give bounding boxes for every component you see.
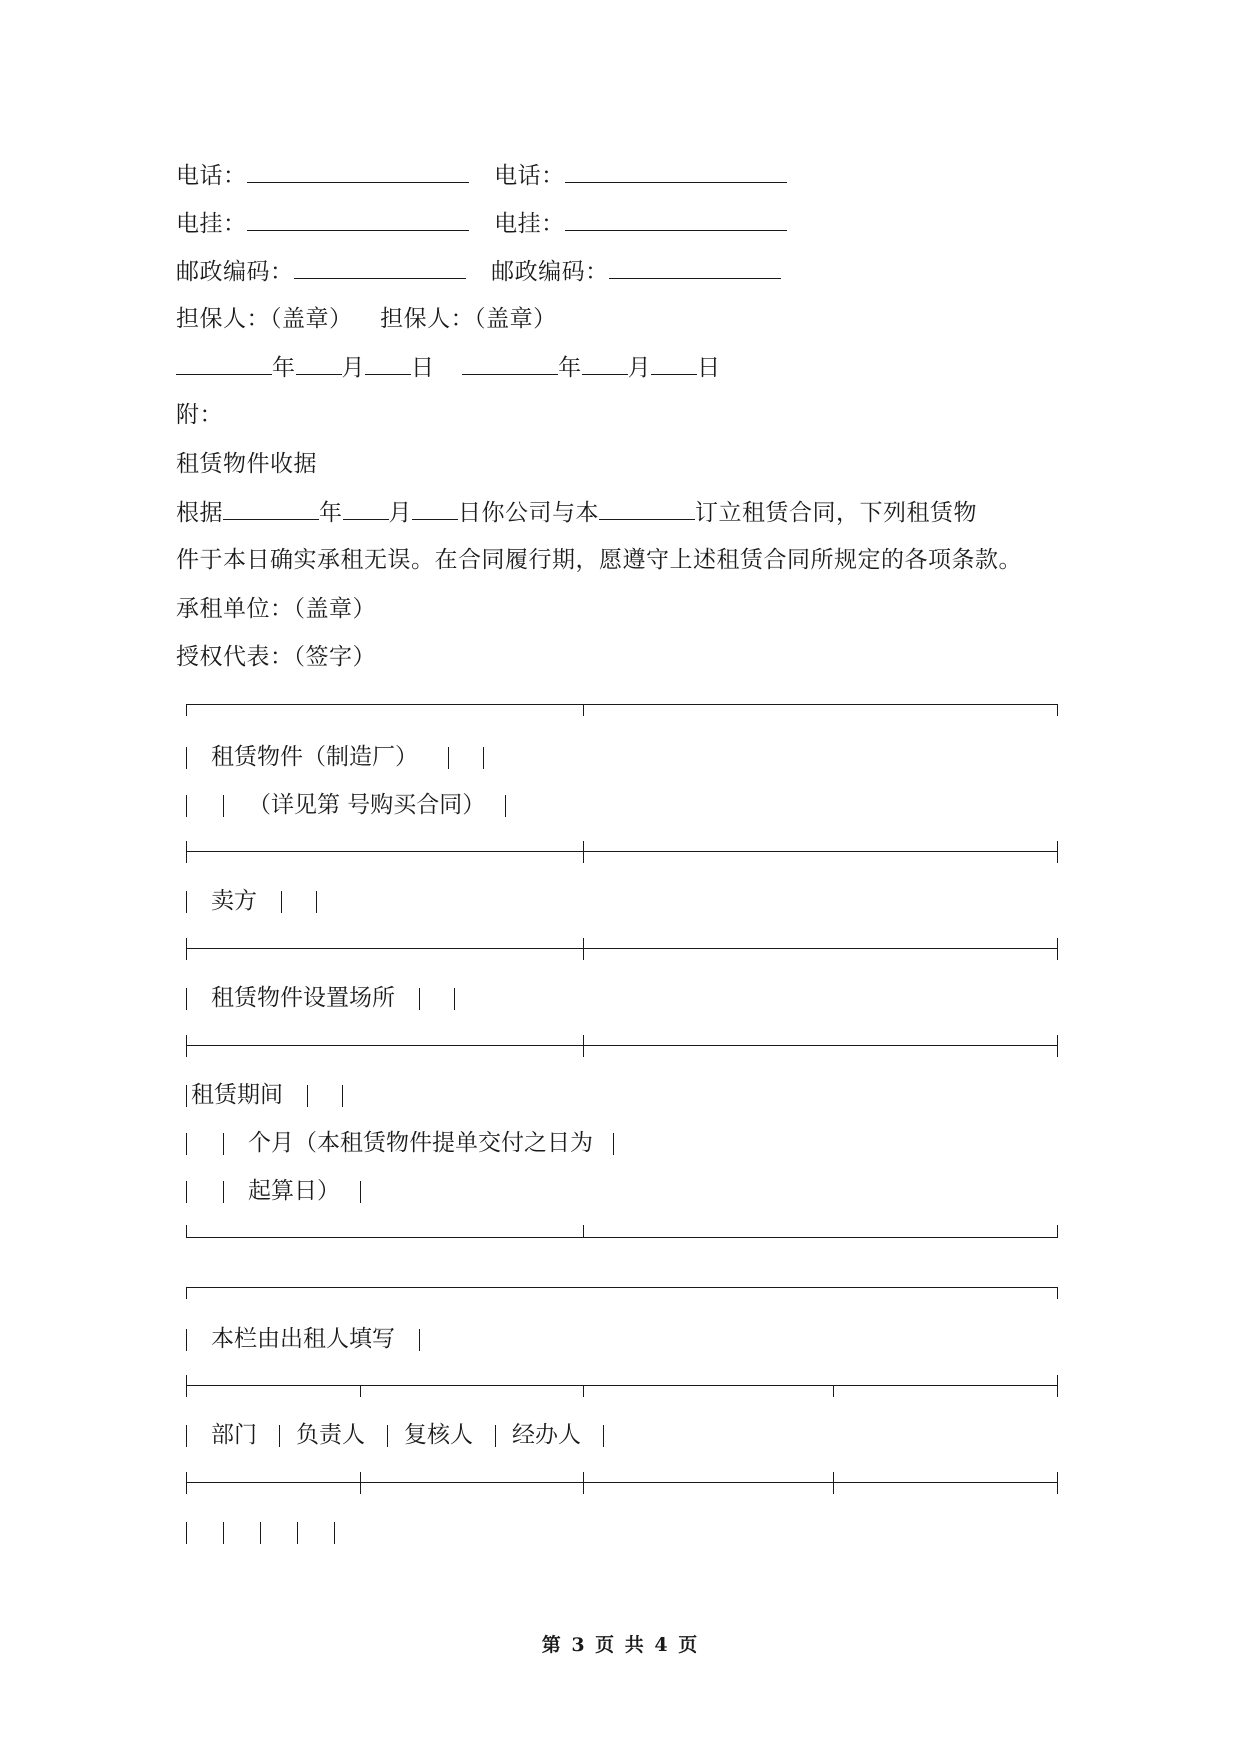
col-reviewer: 复核人 (404, 1422, 473, 1448)
table-border-top (186, 1287, 1058, 1288)
phone-field-right[interactable] (565, 160, 787, 183)
page-footer: 第 3 页 共 4 页 (541, 1634, 700, 1656)
table-divider (186, 1385, 1058, 1386)
table-row (186, 1176, 371, 1206)
row-lease-period-label: 租赁期间 (191, 1082, 283, 1108)
row-start-date: 起算日） (248, 1178, 340, 1204)
para-year-field[interactable] (223, 497, 319, 520)
table-row (186, 1080, 353, 1110)
phone-label-right: 电话： (494, 163, 565, 189)
col-handler: 经办人 (512, 1422, 581, 1448)
para-tail: 订立租赁合同，下列租赁物 (695, 500, 977, 526)
phone-label-left: 电话： (176, 163, 247, 189)
table-divider (186, 948, 1058, 949)
date-month-field-right[interactable] (582, 352, 628, 375)
table-corner (583, 704, 584, 716)
table-divider (186, 851, 1058, 852)
col-department: 部门 (211, 1422, 257, 1448)
phone-row (176, 160, 787, 191)
date-year-field-left[interactable] (176, 352, 272, 375)
lessee-unit: 承租单位：（盖章） (176, 596, 376, 622)
signature-cell[interactable] (334, 1522, 335, 1544)
row-manufacturer-label: 租赁物件（制造厂） (211, 744, 418, 770)
table-row (186, 1128, 624, 1158)
table-corner (1057, 704, 1058, 716)
para-month: 月 (388, 500, 412, 526)
table-row (186, 886, 327, 916)
para-party-field[interactable] (599, 497, 695, 520)
appendix-paragraph-line2: 件于本日确实承租无误。在合同履行期，愿遵守上述租赁合同所规定的各项条款。 (176, 547, 1022, 573)
fax-field-left[interactable] (247, 208, 469, 231)
postcode-row (176, 256, 781, 287)
para-prefix: 根据 (176, 500, 223, 526)
date-month-label-right: 月 (627, 355, 652, 381)
date-month-field-left[interactable] (296, 352, 342, 375)
signature-cell[interactable] (223, 1522, 224, 1544)
appendix-paragraph-line1 (176, 497, 977, 528)
postcode-field-right[interactable] (609, 256, 781, 279)
fax-field-right[interactable] (565, 208, 787, 231)
col-owner: 负责人 (296, 1422, 365, 1448)
table-border-bottom (186, 1237, 1058, 1238)
table-row (186, 742, 494, 772)
authorized-rep: 授权代表：（签字） (176, 644, 376, 670)
table-border-top (186, 704, 1058, 705)
table-corner (186, 704, 187, 716)
phone-field-left[interactable] (247, 160, 469, 183)
lessor-section-header: 本栏由出租人填写 (211, 1326, 395, 1352)
row-purchase-contract-ref: （详见第 号购买合同） (248, 792, 486, 818)
table-header-row (186, 1420, 614, 1450)
para-year: 年 (319, 500, 343, 526)
table-row (186, 983, 465, 1013)
table-divider (186, 1482, 1058, 1483)
row-lease-months: 个月（本租赁物件提单交付之日为 (248, 1130, 593, 1156)
table-divider (186, 1045, 1058, 1046)
para-month-field[interactable] (343, 497, 389, 520)
date-year-label-left: 年 (272, 355, 296, 381)
para-day-company: 日你公司与本 (458, 500, 599, 526)
date-year-label-right: 年 (558, 355, 582, 381)
signature-cell[interactable] (297, 1522, 298, 1544)
postcode-label-right: 邮政编码： (491, 259, 609, 285)
fax-label-right: 电挂： (494, 211, 565, 237)
row-location-label: 租赁物件设置场所 (211, 985, 395, 1011)
postcode-field-left[interactable] (294, 256, 466, 279)
date-year-field-right[interactable] (462, 352, 558, 375)
date-row (176, 352, 721, 383)
appendix-title: 租赁物件收据 (176, 451, 317, 477)
date-month-label-left: 月 (341, 355, 365, 381)
date-day-field-right[interactable] (651, 352, 697, 375)
fax-label-left: 电挂： (176, 211, 247, 237)
table-row (186, 1324, 430, 1354)
signature-cell[interactable] (186, 1522, 187, 1544)
table-row (186, 790, 516, 820)
table-row (186, 1517, 345, 1547)
date-day-label-left: 日 (411, 355, 435, 381)
row-seller-label: 卖方 (211, 888, 257, 914)
appendix-label: 附： (176, 402, 223, 428)
date-day-label-right: 日 (697, 355, 721, 381)
guarantor-right: 担保人：（盖章） (380, 306, 557, 332)
fax-row (176, 208, 787, 239)
signature-cell[interactable] (260, 1522, 261, 1544)
guarantor-row (176, 304, 557, 334)
postcode-label-left: 邮政编码： (176, 259, 294, 285)
guarantor-left: 担保人：（盖章） (176, 306, 353, 332)
para-day-field[interactable] (412, 497, 458, 520)
date-day-field-left[interactable] (365, 352, 411, 375)
